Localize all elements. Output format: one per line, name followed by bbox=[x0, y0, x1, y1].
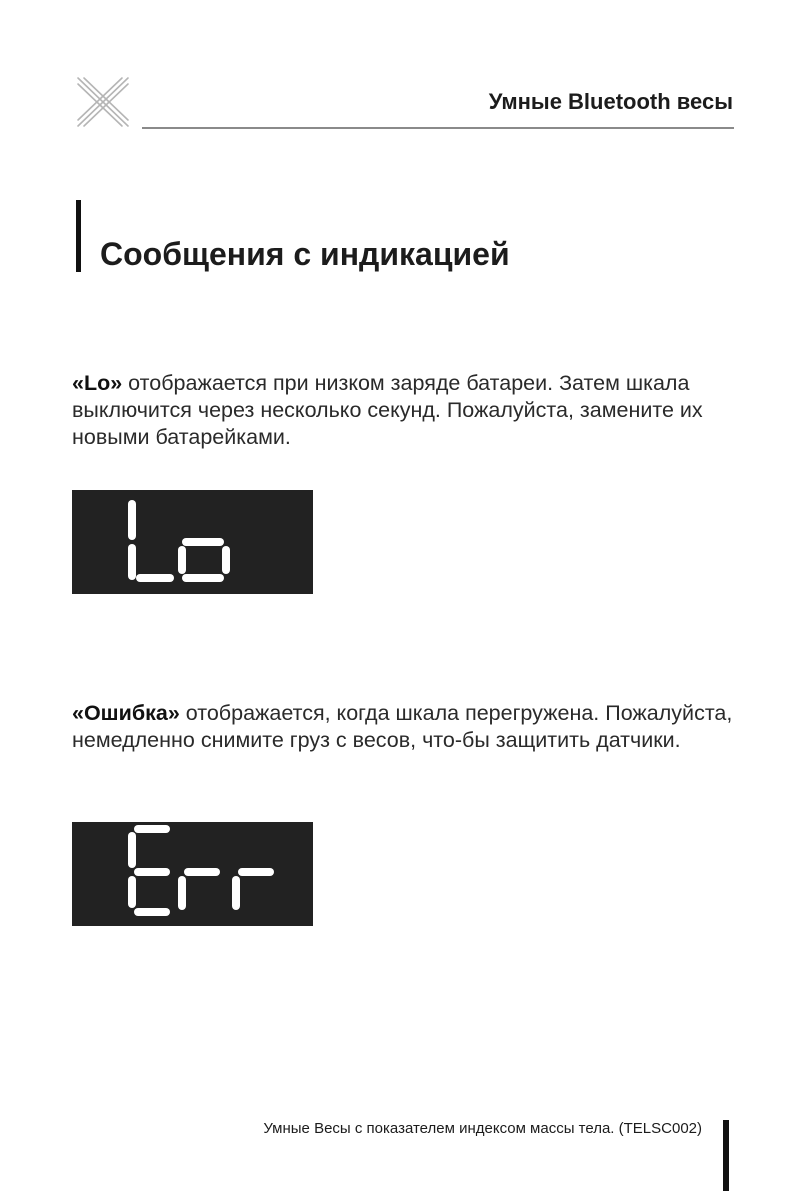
lcd-segment bbox=[222, 546, 230, 574]
lcd-segment bbox=[136, 574, 174, 582]
section-title: Сообщения с индикацией bbox=[100, 236, 510, 272]
lcd-segment bbox=[128, 500, 136, 540]
lcd-segment bbox=[134, 868, 170, 876]
message-lo-text: отображается при низком заряде батареи. Затем шкала выключится через несколько секунд. Пожалуйста, замените их новыми батарейками. bbox=[72, 371, 703, 449]
message-error-code: «Ошибка» bbox=[72, 701, 180, 725]
lcd-segment bbox=[238, 868, 274, 876]
lcd-segment bbox=[182, 574, 224, 582]
footer-accent-bar bbox=[723, 1120, 729, 1191]
footer-caption: Умные Весы с показателем индексом массы тела. (TELSC002) bbox=[263, 1120, 702, 1137]
message-error-description bbox=[72, 700, 742, 754]
lcd-segment bbox=[128, 544, 136, 580]
message-lo-description bbox=[72, 370, 742, 451]
message-error-text: отображается, когда шкала перегружена. Пожалуйста, немедленно снимите груз с весов, что-бы защитить датчики. bbox=[72, 701, 733, 752]
lcd-display-lo bbox=[72, 490, 313, 594]
lcd-segment bbox=[182, 538, 224, 546]
lcd-segment bbox=[134, 908, 170, 916]
header-divider bbox=[142, 127, 734, 129]
lcd-segment bbox=[128, 876, 136, 908]
section-accent-bar bbox=[76, 200, 81, 272]
brand-logo-icon bbox=[74, 74, 132, 130]
header-title: Умные Bluetooth весы bbox=[488, 89, 733, 114]
lcd-segment bbox=[184, 868, 220, 876]
lcd-display-err bbox=[72, 822, 313, 926]
lcd-segment bbox=[134, 825, 170, 833]
message-lo-code: «Lo» bbox=[72, 371, 123, 395]
lcd-segment bbox=[178, 876, 186, 910]
lcd-segment bbox=[128, 832, 136, 868]
lcd-segment bbox=[232, 876, 240, 910]
lcd-segment bbox=[178, 546, 186, 574]
